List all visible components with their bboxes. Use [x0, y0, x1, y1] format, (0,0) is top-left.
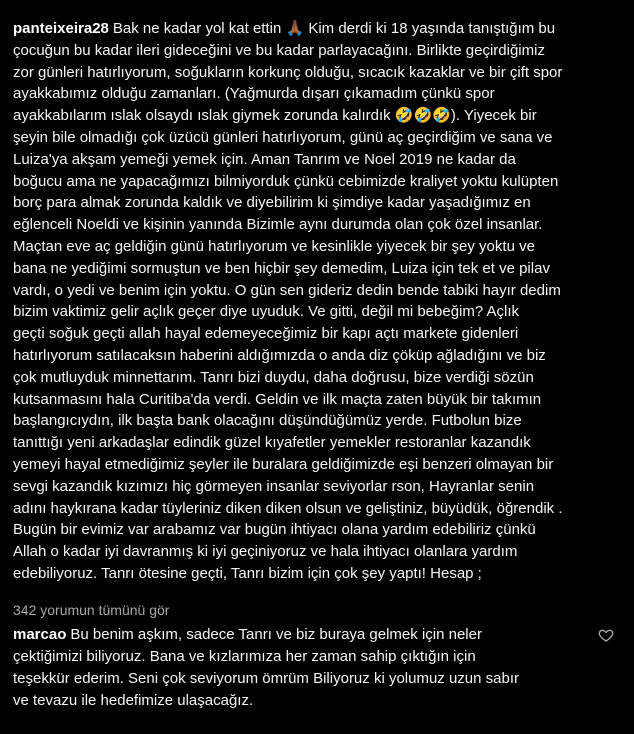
comment-text: Bu benim aşkım, sadece Tanrı ve biz buraya gelmek için neler çektiğimizi biliyoruz. Bana ve kızlarımıza her zaman sahip çıktığın için teşekkür ederim. Seni çok seviyorum ömrüm Biliyoruz ki yolumuz uzun sabır ve tevazu ile hedefimize ulaşacağız.	[13, 626, 520, 709]
post-caption	[13, 18, 623, 585]
post-username[interactable]: panteixeira28	[13, 20, 109, 37]
view-all-comments-link[interactable]: 342 yorumun tümünü gör	[13, 602, 170, 618]
heart-icon[interactable]	[598, 627, 614, 643]
post-caption-text: Bak ne kadar yol kat ettin 🙏🏾 Kim derdi ki 18 yaşında tanıştığım bu çocuğun bu kadar ileri gideceğini ve bu kadar parlayacağını. Birlikte geçirdiğimiz zor günleri hatırlıyorum, soğukların korkunç olduğu, sıcacık kazaklar ve bir çift spor ayakkabımız olduğu zamanları. (Yağmurda dışarı çıkamadım çünkü spor ayakkabılarım ıslak olsaydı ıslak giymek zorunda kalırdık 🤣🤣🤣). Yiyecek bir şeyin bile olmadığı çok üzücü günleri hatırlıyorum, günü aç geçirdiğim ve sana ve Luiza'ya akşam yemeği yemek için. Aman Tanrım ve Noel 2019 ne kadar da boğucu ama ne yapacağımızı bilmiyorduk çünkü cebimizde kraliyet yoktu kulüpten borç para almak zorunda kaldık ve diyebilirim ki şimdiye kadar yaşadığımız en eğlenceli Noeldi ve kişinin yanında Bizimle aynı durumda olan çok özel insanlar. Maçtan eve aç geldiğin günü hatırlıyorum ve kesinlikle yiyecek bir şey yoktu ve bana ne yediğimi sormuştun ve ben hiçbir şey demedim, Luiza için tek et ve pilav vardı, o yedi ve benim için yoktu. O gün sen gideriz dedin bende tabiki hayır dedim bizim vaktimiz gelir açlık geçer diye uyuduk. Ve gitti, değil mi bebeğim? Açlık geçti soğuk geçti allah hayal edemeyeceğimiz bir kapı açtı markete gidenleri hatırlıyorum satılacaksın haberini aldığımızda o anda diz çöküp ağladığını ve biz çok mutluyduk minnettarım. Tanrı bizi duydu, daha doğrusu, bize verdiği sözün kutsanmasını hala Curitiba'da verdi. Geldin ve ilk maçta zaten büyük bir takımın başlangıcıydın, ilk başta bank olacağını düşündüğümüz yerde. Futbolun bize tanıttığı yeni arkadaşlar edindik güzel kıyafetler yemekler restoranlar kazandık yemeyi hayal etmediğimiz şeyler ile buralara geldiğimizde eşi benzeri olmayan bir sevgi kazandık kızımızı hiç görmeyen insanlar seviyorlar rson, Hayranlar senin adını haykırana kadar tüyleriniz diken diken olsun ve geliştiniz, büyüdük, öğrendik . Bugün bir evimiz var arabamız var bugün ihtiyacı olana yardım edebiliriz çünkü Allah o kadar iyi davranmış ki iyi geçiniyoruz ve hala ihtiyacı olanlara yardım edebiliyoruz. Tanrı ötesine geçti, Tanrı bizim için çok şey yaptı! Hesap ;	[13, 20, 563, 582]
comment	[13, 624, 593, 712]
comment-username[interactable]: marcao	[13, 626, 67, 643]
